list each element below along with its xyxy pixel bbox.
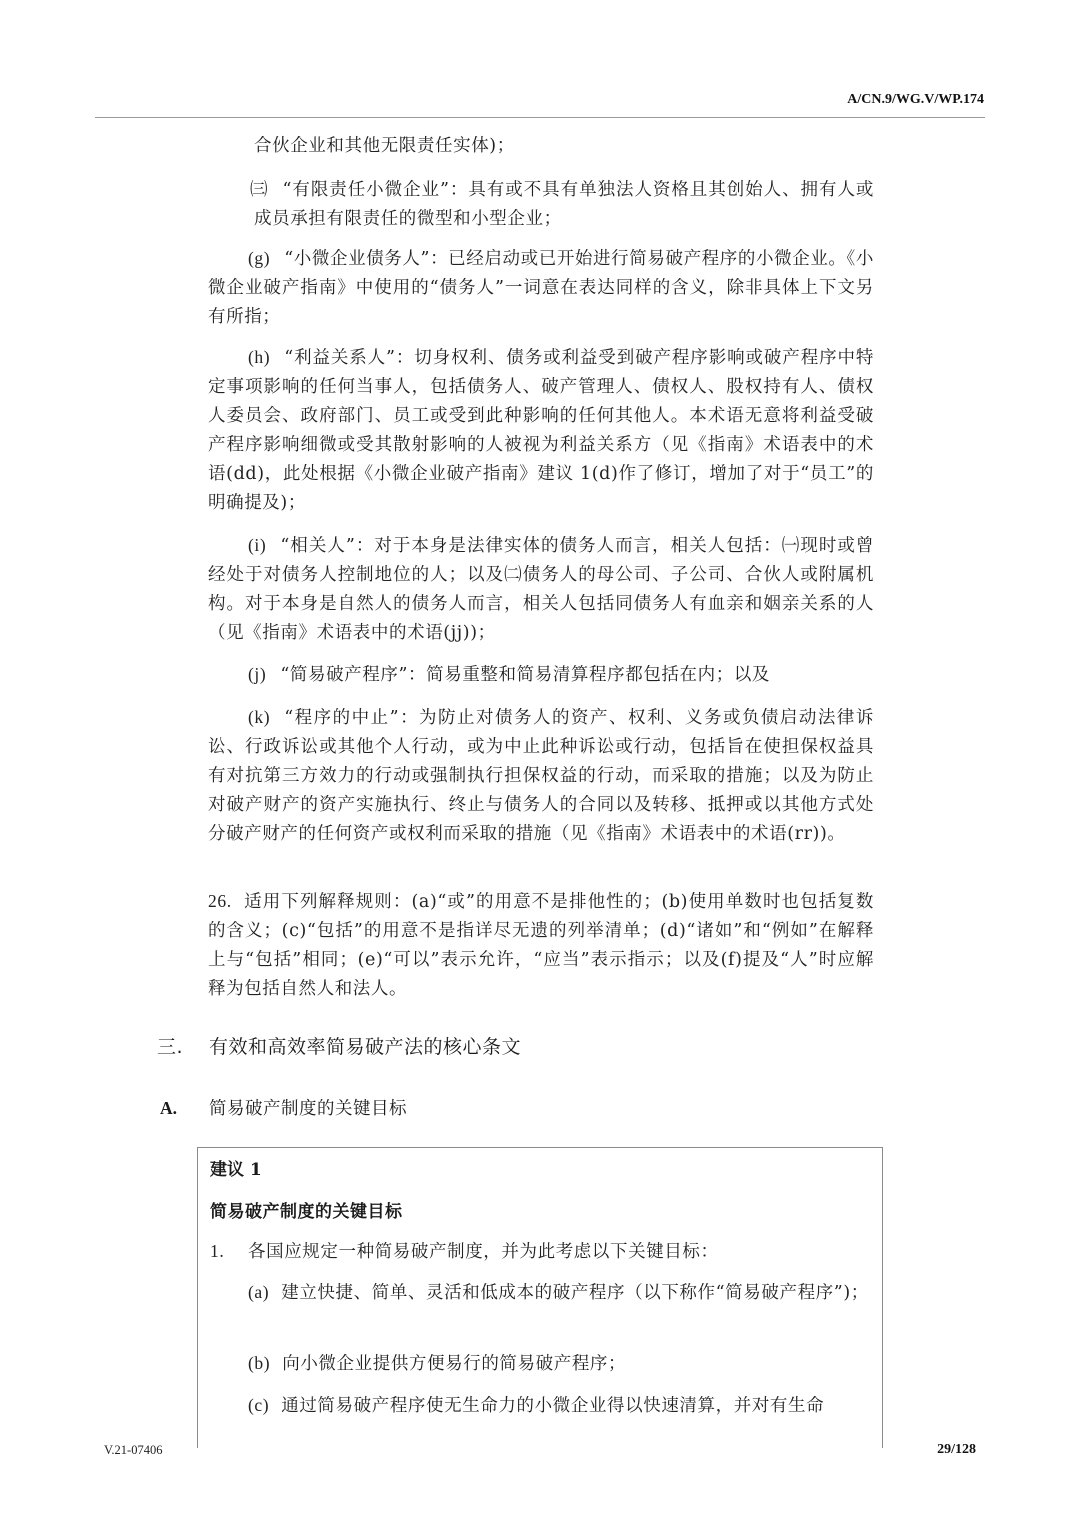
item-label: (a) bbox=[248, 1282, 270, 1302]
item-label: (j) bbox=[248, 664, 267, 684]
recommendation-item-c bbox=[210, 1391, 872, 1421]
item-text: 通过简易破产程序使无生命力的小微企业得以快速清算，并对有生命 bbox=[281, 1396, 825, 1416]
continuation-text: 合伙企业和其他无限责任实体)； bbox=[254, 136, 515, 156]
item-text: 向小微企业提供方便易行的简易破产程序； bbox=[282, 1354, 627, 1374]
item-label: ㈢ bbox=[250, 179, 269, 199]
paragraph-number: 1. bbox=[210, 1241, 225, 1261]
section-heading bbox=[160, 1095, 407, 1120]
paragraph-number: 26. bbox=[208, 891, 232, 911]
item-label: (k) bbox=[248, 707, 271, 727]
definition-item-g bbox=[208, 244, 874, 332]
section-title: 简易破产制度的关键目标 bbox=[209, 1099, 407, 1119]
item-text: “小微企业债务人”：已经启动或已开始进行简易破产程序的小微企业。《小微企业破产指南》中使用的“债务人”一词意在表达同样的含义，除非具体上下文另有所指； bbox=[208, 249, 874, 327]
recommendation-box bbox=[197, 1147, 883, 1448]
item-text: “有限责任小微企业”：具有或不具有单独法人资格且其创始人、拥有人或成员承担有限责任的微型和小型企业； bbox=[254, 180, 874, 229]
item-text: 建立快捷、简单、灵活和低成本的破产程序（以下称作“简易破产程序”)； bbox=[281, 1283, 869, 1303]
recommendation-item-a bbox=[210, 1278, 872, 1308]
recommendation-paragraph-1 bbox=[210, 1237, 870, 1267]
definition-item-san bbox=[250, 175, 874, 234]
item-text: “利益关系人”：切身权利、债务或利益受到破产程序影响或破产程序中特定事项影响的任何当事人，包括债务人、破产管理人、债权人、股权持有人、债权人委员会、政府部门、员工或受到此种影响的任何其他人。本术语无意将利益受破产程序影响细微或受其散射影响的人被视为利益关系方（见《指南》术语表中的术语(dd)，此处根据《小微企业破产指南》建议 1(d)作了修订，增加了对于“员工”的明确提及)； bbox=[208, 348, 874, 513]
item-label: (b) bbox=[248, 1353, 271, 1373]
item-text: “简易破产程序”：简易重整和简易清算程序都包括在内；以及 bbox=[280, 665, 771, 685]
item-label: (i) bbox=[248, 535, 267, 555]
definition-item-h bbox=[208, 343, 874, 518]
document-symbol: A/CN.9/WG.V/WP.174 bbox=[847, 92, 984, 107]
item-label: (g) bbox=[248, 248, 271, 268]
recommendation-item-b bbox=[210, 1349, 872, 1379]
definition-item-j bbox=[208, 660, 874, 690]
paragraph-text: 各国应规定一种简易破产制度，并为此考虑以下关键目标： bbox=[248, 1242, 719, 1262]
section-number: A. bbox=[160, 1098, 178, 1118]
recommendation-title: 建议 1 bbox=[210, 1160, 262, 1180]
chapter-number: 三. bbox=[157, 1036, 184, 1058]
paragraph-26 bbox=[208, 887, 874, 1004]
chapter-heading bbox=[157, 1032, 521, 1059]
definition-item-k bbox=[208, 703, 874, 849]
page-number: 29/128 bbox=[937, 1442, 976, 1457]
header-divider bbox=[95, 117, 985, 118]
item-text: “相关人”：对于本身是法律实体的债务人而言，相关人包括：㈠现时或曾经处于对债务人控制地位的人；以及㈡债务人的母公司、子公司、合伙人或附属机构。对于本身是自然人的债务人而言，相关人包括同债务人有血亲和姻亲关系的人（见《指南》术语表中的术语(jj))； bbox=[208, 536, 874, 643]
definition-item-i bbox=[208, 531, 874, 648]
item-label: (h) bbox=[248, 347, 271, 367]
item-text: “程序的中止”：为防止对债务人的资产、权利、义务或负债启动法律诉讼、行政诉讼或其他个人行动，或为中止此种诉讼或行动，包括旨在使担保权益具有对抗第三方效力的行动或强制执行担保权益的行动，而采取的措施；以及为防止对破产财产的资产实施执行、终止与债务人的合同以及转移、抵押或以其他方式处分破产财产的任何资产或权利而采取的措施（见《指南》术语表中的术语(rr))。 bbox=[208, 708, 874, 844]
paragraph-text: 适用下列解释规则：(a)“或”的用意不是排他性的；(b)使用单数时也包括复数的含义；(c)“包括”的用意不是指详尽无遗的列举清单；(d)“诸如”和“例如”在解释上与“包括”相同；(e)“可以”表示允许，“应当”表示指示；以及(f)提及“人”时应解释为包括自然人和法人。 bbox=[208, 892, 874, 999]
chapter-title: 有效和高效率简易破产法的核心条文 bbox=[209, 1036, 522, 1058]
document-code: V.21-07406 bbox=[104, 1443, 163, 1457]
item-label: (c) bbox=[248, 1395, 270, 1415]
recommendation-subtitle: 简易破产制度的关键目标 bbox=[210, 1202, 403, 1222]
